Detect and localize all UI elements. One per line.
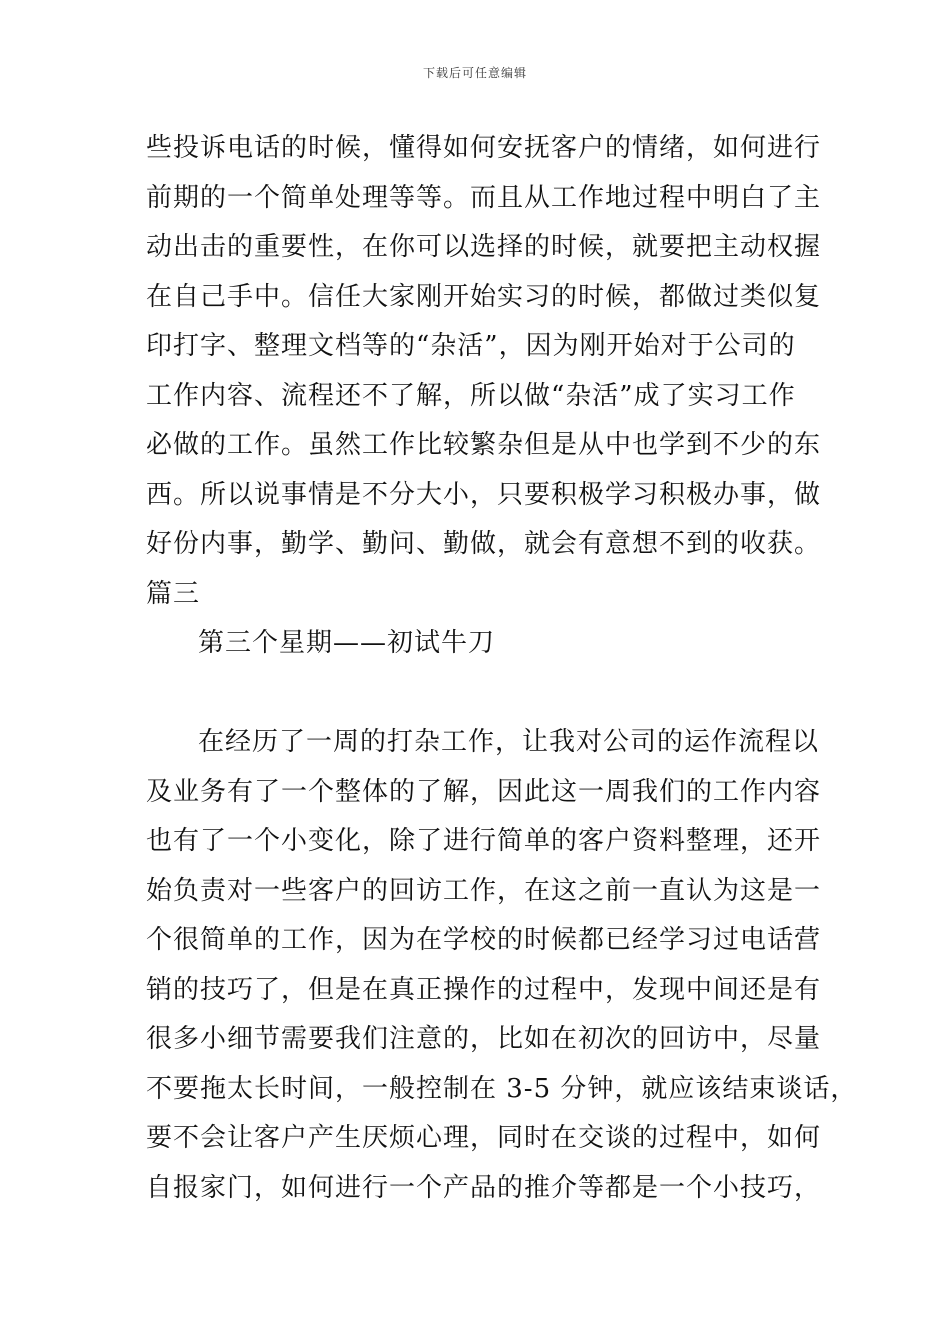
text-block-bottom xyxy=(146,718,858,1213)
paragraph-line: 始负责对一些客户的回访工作，在这之前一直认为这是一 xyxy=(146,875,822,906)
paragraph-line: 必做的工作。虽然工作比较繁杂但是从中也学到不少的东 xyxy=(146,430,822,460)
paragraph-line: 要不会让客户产生厌烦心理，同时在交谈的过程中，如何 xyxy=(146,1123,822,1153)
paragraph-line: 也有了一个小变化，除了进行简单的客户资料整理，还开 xyxy=(146,826,822,856)
paragraph-line: 及业务有了一个整体的了解，因此这一周我们的工作内容 xyxy=(146,776,822,807)
section-subtitle: 第三个星期——初试牛刀 xyxy=(198,628,496,658)
paragraph-line: 西。所以说事情是不分大小，只要积极学习积极办事，做 xyxy=(146,479,822,510)
paragraph-line: 印打字、整理文档等的“杂活”，因为刚开始对于公司的 xyxy=(146,331,796,361)
paragraph-line: 好份内事，勤学、勤问、勤做，就会有意想不到的收获。 xyxy=(146,529,822,559)
paragraph-line: 在自己手中。信任大家刚开始实习的时候，都做过类似复 xyxy=(146,281,822,312)
section-heading: 篇三 xyxy=(146,578,201,609)
paragraph-line: 工作内容、流程还不了解，所以做“杂活”成了实习工作 xyxy=(146,380,796,411)
paragraph-line: 前期的一个简单处理等等。而且从工作地过程中明白了主 xyxy=(146,182,822,213)
text-block-top xyxy=(146,124,822,669)
paragraph-line: 很多小细节需要我们注意的，比如在初次的回访中，尽量 xyxy=(146,1024,822,1054)
paragraph-line: 自报家门，如何进行一个产品的推介等都是一个小技巧， xyxy=(146,1172,822,1203)
paragraph-line: 不要拖太长时间，一般控制在 3-5 分钟，就应该结束谈话， xyxy=(146,1073,858,1104)
paragraph-line: 销的技巧了，但是在真正操作的过程中，发现中间还是有 xyxy=(146,974,822,1005)
paragraph-line: 动出击的重要性，在你可以选择的时候，就要把主动权握 xyxy=(146,232,822,262)
paragraph-line: 个很简单的工作，因为在学校的时候都已经学习过电话营 xyxy=(146,925,822,955)
header-note: 下载后可任意编辑 xyxy=(422,66,527,80)
paragraph-line: 在经历了一周的打杂工作，让我对公司的运作流程以 xyxy=(198,727,820,757)
paragraph-line: 些投诉电话的时候，懂得如何安抚客户的情绪，如何进行 xyxy=(146,133,822,163)
